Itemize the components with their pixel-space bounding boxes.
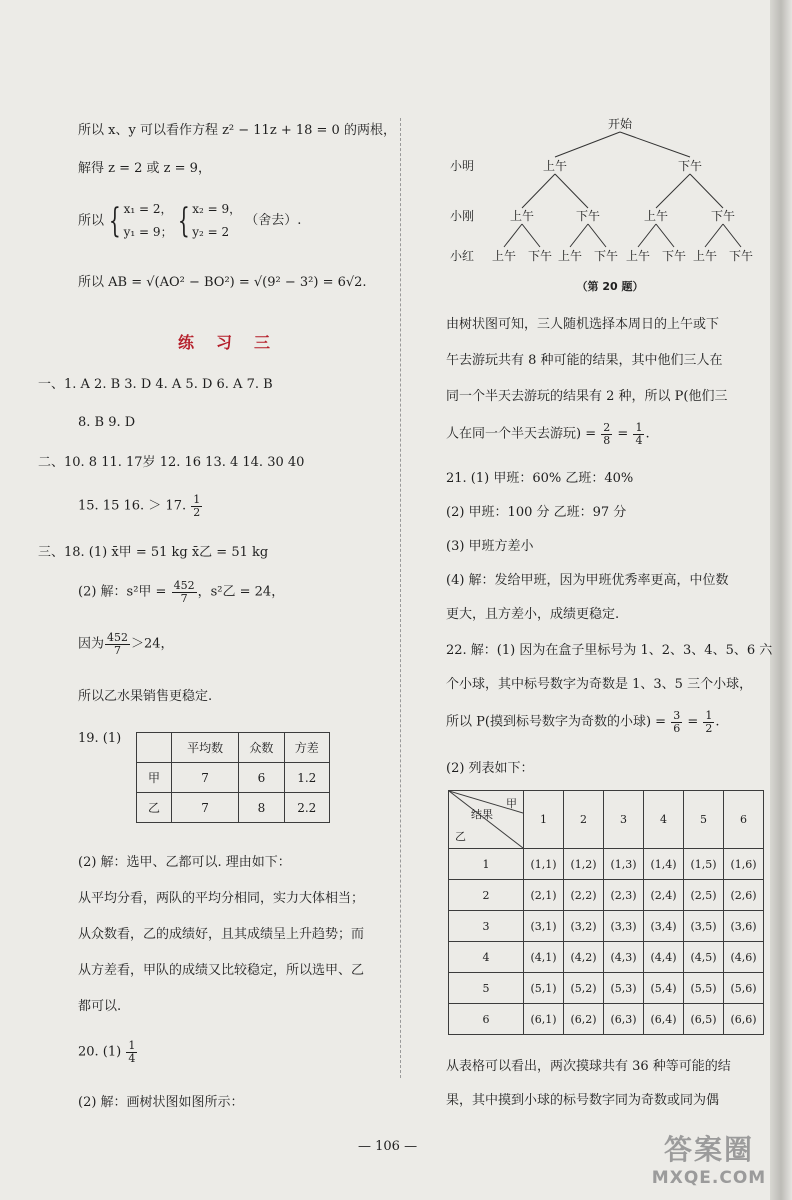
tree-node: 下午 — [710, 209, 736, 223]
tree-leaf: 下午 — [527, 249, 553, 263]
fraction: $\frac{452}{7}$ — [107, 631, 129, 657]
answer-line: 15. 15 16. ＞ 17. $\frac{1}{2}$ — [78, 493, 201, 519]
table-header: 平均数 — [172, 733, 239, 763]
text-fragment: 所以 — [78, 213, 105, 229]
watermark-brand: 答案圈 — [663, 1133, 754, 1166]
section-title: 练习三 — [178, 333, 293, 352]
answer-line: 都可以. — [78, 999, 122, 1014]
table-row: 3 (3,1) (3,2) (3,3) (3,4) (3,5) (3,6) — [449, 911, 764, 942]
tree-node: 上午 — [643, 209, 669, 223]
text-line: 人在同一个半天去游玩) = $\frac{2}{8}$ = $\frac{1}{4}$ . — [446, 421, 650, 447]
corner-label-top: 甲 — [506, 797, 517, 810]
tree-edges — [504, 132, 741, 247]
tree-leaf: 上午 — [692, 249, 718, 263]
tree-row-label: 小刚 — [450, 209, 475, 223]
table-header: 5 — [684, 791, 724, 849]
tree-leaf: 下午 — [661, 249, 687, 263]
brace-glyph: { — [108, 200, 121, 241]
table-row: 乙 7 8 2.2 — [137, 793, 330, 823]
answer-line: 个小球，其中标号数字为奇数是 1、3、5 三个小球， — [446, 677, 753, 692]
table-header: 2 — [564, 791, 604, 849]
table-header: 众数 — [239, 733, 284, 763]
answer-line: (2) 解：画树状图如图所示： — [78, 1095, 244, 1110]
tree-node: 上午 — [509, 209, 535, 223]
answer-line: (2) 解：s²甲 = $\frac{452}{7}$ ，s²乙 = 24， — [78, 579, 285, 605]
fraction: $\frac{1}{4}$ — [635, 421, 643, 447]
table-header: 4 — [644, 791, 684, 849]
answer-line: 所以乙水果销售更稳定. — [78, 689, 213, 704]
answer-line: 22. 解：(1) 因为在盒子里标号为 1、2、3、4、5、6 六 — [446, 643, 773, 658]
answer-line: 从众数看，乙的成绩好，且其成绩呈上升趋势；而 — [78, 927, 365, 942]
answer-line: 所以 P(摸到标号数字为奇数的小球) = $\frac{3}{6}$ = $\frac{1}{2}$ . — [446, 709, 720, 735]
tree-node: 下午 — [575, 209, 601, 223]
fraction: $\frac{3}{6}$ — [673, 709, 681, 735]
watermark — [644, 1128, 774, 1192]
answer-line: 更大，且方差小，成绩更稳定. — [446, 607, 620, 622]
answer-line: 从平均分看，两队的平均分相同，实力大体相当； — [78, 891, 365, 906]
answer-line: 二、10. 8 11. 17岁 12. 16 13. 4 14. 30 40 — [38, 455, 305, 470]
fraction: $\frac{2}{8}$ — [603, 421, 611, 447]
table-header: 6 — [724, 791, 764, 849]
q19-table — [136, 732, 330, 823]
tree-leaf: 下午 — [593, 249, 619, 263]
question-label: 19. (1) — [78, 731, 122, 746]
tree-node: 上午 — [542, 159, 568, 173]
fraction: $\frac{452}{7}$ — [173, 579, 195, 605]
probability-tree-diagram — [440, 112, 770, 298]
table-header — [137, 733, 172, 763]
tree-leaf: 下午 — [728, 249, 754, 263]
page-edge-shadow — [770, 0, 792, 1200]
text-line: 所以 x、y 可以看作方程 z² − 11z + 18 = 0 的两根， — [78, 123, 396, 138]
page-number: — 106 — — [358, 1139, 418, 1154]
column-divider — [400, 118, 401, 1078]
table-corner-cell — [449, 791, 524, 849]
table-header: 方差 — [284, 733, 329, 763]
answer-line: 因为 $\frac{452}{7}$ ＞24， — [78, 631, 174, 657]
table-header: 1 — [524, 791, 564, 849]
text-line: 午去游玩共有 8 种可能的结果，其中他们三人在 — [446, 353, 723, 368]
fraction: $\frac{1}{2}$ — [705, 709, 713, 735]
answer-line: 20. (1) $\frac{1}{4}$ — [78, 1039, 136, 1065]
system-2: x₂ = 9， y₂ = 2 — [192, 202, 242, 239]
brace-glyph: { — [177, 200, 190, 241]
text-fragment: （舍去）. — [245, 213, 302, 228]
tree-leaf: 上午 — [625, 249, 651, 263]
fraction: $\frac{1}{2}$ — [193, 493, 201, 519]
corner-label-left: 乙 — [455, 830, 466, 843]
watermark-url: MXQE.COM — [651, 1168, 767, 1188]
table-row: 5 (5,1) (5,2) (5,3) (5,4) (5,5) (5,6) — [449, 973, 764, 1004]
tree-row-label: 小红 — [450, 249, 475, 263]
answer-line: (4) 解：发给甲班，因为甲班优秀率更高，中位数 — [446, 573, 729, 588]
tree-row-label: 小明 — [450, 159, 475, 173]
tree-leaf: 上午 — [491, 249, 517, 263]
answer-line: 从表格可以看出，两次摸球共有 36 种等可能的结 — [446, 1059, 731, 1074]
q22-outcome-table — [448, 790, 764, 1035]
answer-line: (2) 列表如下： — [446, 761, 534, 776]
system-solution — [78, 198, 301, 244]
answer-line: 一、1. A 2. B 3. D 4. A 5. D 6. A 7. B — [38, 377, 273, 392]
text-line: 解得 z = 2 或 z = 9， — [78, 161, 211, 176]
text-line: 所以 AB = √(AO² − BO²) = √(9² − 3²) = 6√2. — [78, 275, 367, 290]
answer-line: (2) 甲班：100 分 乙班：97 分 — [446, 505, 627, 520]
table-header: 3 — [604, 791, 644, 849]
answer-line: 8. B 9. D — [78, 415, 136, 430]
answer-line: (2) 解：选甲、乙都可以. 理由如下： — [78, 855, 291, 870]
answer-line: 21. (1) 甲班：60% 乙班：40% — [446, 471, 634, 486]
text-line: 由树状图可知，三人随机选择本周日的上午或下 — [446, 317, 720, 332]
figure-caption: （第 20 题） — [576, 280, 644, 293]
table-row: 1 (1,1) (1,2) (1,3) (1,4) (1,5) (1,6) — [449, 849, 764, 880]
answer-line: 三、18. (1) x̄甲 = 51 kg x̄乙 = 51 kg — [38, 545, 269, 560]
fraction: $\frac{1}{4}$ — [128, 1039, 136, 1065]
text-line: 同一个半天去游玩的结果有 2 种，所以 P(他们三 — [446, 389, 728, 404]
table-row: 2 (2,1) (2,2) (2,3) (2,4) (2,5) (2,6) — [449, 880, 764, 911]
tree-leaf: 上午 — [557, 249, 583, 263]
answer-line: (3) 甲班方差小 — [446, 539, 534, 554]
tree-node: 下午 — [677, 159, 703, 173]
table-row: 甲 7 6 1.2 — [137, 763, 330, 793]
table-row: 6 (6,1) (6,2) (6,3) (6,4) (6,5) (6,6) — [449, 1004, 764, 1035]
answer-line: 从方差看，甲队的成绩又比较稳定，所以选甲、乙 — [78, 963, 365, 978]
tree-root: 开始 — [607, 117, 633, 131]
system-1: x₁ = 2， y₁ = 9； — [123, 202, 173, 239]
table-row: 4 (4,1) (4,2) (4,3) (4,4) (4,5) (4,6) — [449, 942, 764, 973]
corner-label-mid: 结果 — [471, 808, 493, 821]
answer-line: 果，其中摸到小球的标号数字同为奇数或同为偶 — [446, 1093, 720, 1108]
